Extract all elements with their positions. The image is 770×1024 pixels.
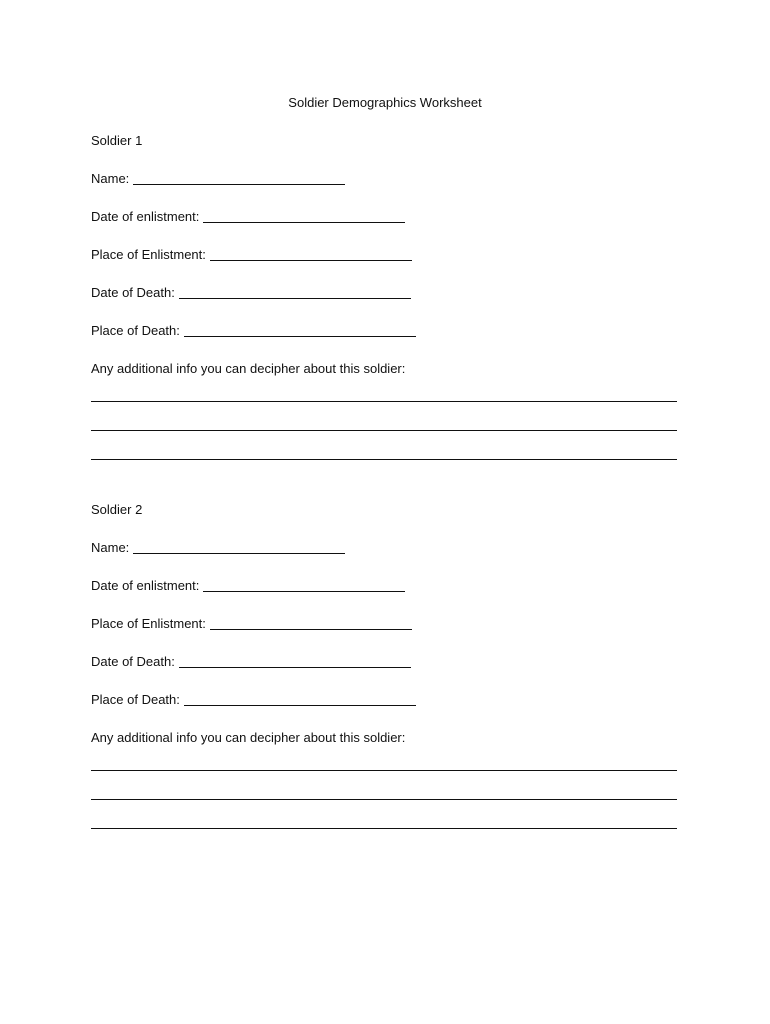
name-label: Name: xyxy=(91,171,130,186)
death-place-input-line[interactable] xyxy=(184,705,416,706)
soldier-1-notes-line-2[interactable] xyxy=(91,430,677,431)
death-date-input-line[interactable] xyxy=(179,667,411,668)
enlistment-place-label: Place of Enlistment: xyxy=(91,616,206,631)
soldier-2-death-place-field xyxy=(91,692,416,708)
soldier-1-section xyxy=(91,133,677,473)
soldier-2-heading: Soldier 2 xyxy=(91,502,143,517)
soldier-1-heading: Soldier 1 xyxy=(91,133,143,148)
death-place-label: Place of Death: xyxy=(91,692,180,707)
death-date-input-line[interactable] xyxy=(179,298,411,299)
soldier-2-enlistment-place-field xyxy=(91,616,412,632)
death-date-label: Date of Death: xyxy=(91,654,175,669)
soldier-1-notes-line-1[interactable] xyxy=(91,401,677,402)
soldier-1-name-field xyxy=(91,171,345,187)
enlistment-date-label: Date of enlistment: xyxy=(91,209,200,224)
soldier-2-enlistment-date-field xyxy=(91,578,405,594)
soldier-1-death-date-field xyxy=(91,285,411,301)
soldier-1-death-place-field xyxy=(91,323,416,339)
name-input-line[interactable] xyxy=(133,553,345,554)
soldier-2-notes-label: Any additional info you can decipher about this soldier: xyxy=(91,730,406,745)
soldier-2-section xyxy=(91,502,677,842)
death-place-label: Place of Death: xyxy=(91,323,180,338)
enlistment-date-input-line[interactable] xyxy=(203,591,405,592)
name-input-line[interactable] xyxy=(133,184,345,185)
soldier-1-enlistment-date-field xyxy=(91,209,405,225)
enlistment-place-input-line[interactable] xyxy=(210,260,412,261)
name-label: Name: xyxy=(91,540,130,555)
soldier-1-notes-label: Any additional info you can decipher about this soldier: xyxy=(91,361,406,376)
soldier-2-notes-line-3[interactable] xyxy=(91,828,677,829)
death-place-input-line[interactable] xyxy=(184,336,416,337)
soldier-1-enlistment-place-field xyxy=(91,247,412,263)
soldier-2-notes-line-2[interactable] xyxy=(91,799,677,800)
soldier-2-death-date-field xyxy=(91,654,411,670)
soldier-2-notes-line-1[interactable] xyxy=(91,770,677,771)
page-title: Soldier Demographics Worksheet xyxy=(288,95,482,110)
enlistment-place-label: Place of Enlistment: xyxy=(91,247,206,262)
enlistment-date-input-line[interactable] xyxy=(203,222,405,223)
soldier-1-notes-line-3[interactable] xyxy=(91,459,677,460)
enlistment-place-input-line[interactable] xyxy=(210,629,412,630)
soldier-2-name-field xyxy=(91,540,345,556)
death-date-label: Date of Death: xyxy=(91,285,175,300)
enlistment-date-label: Date of enlistment: xyxy=(91,578,200,593)
